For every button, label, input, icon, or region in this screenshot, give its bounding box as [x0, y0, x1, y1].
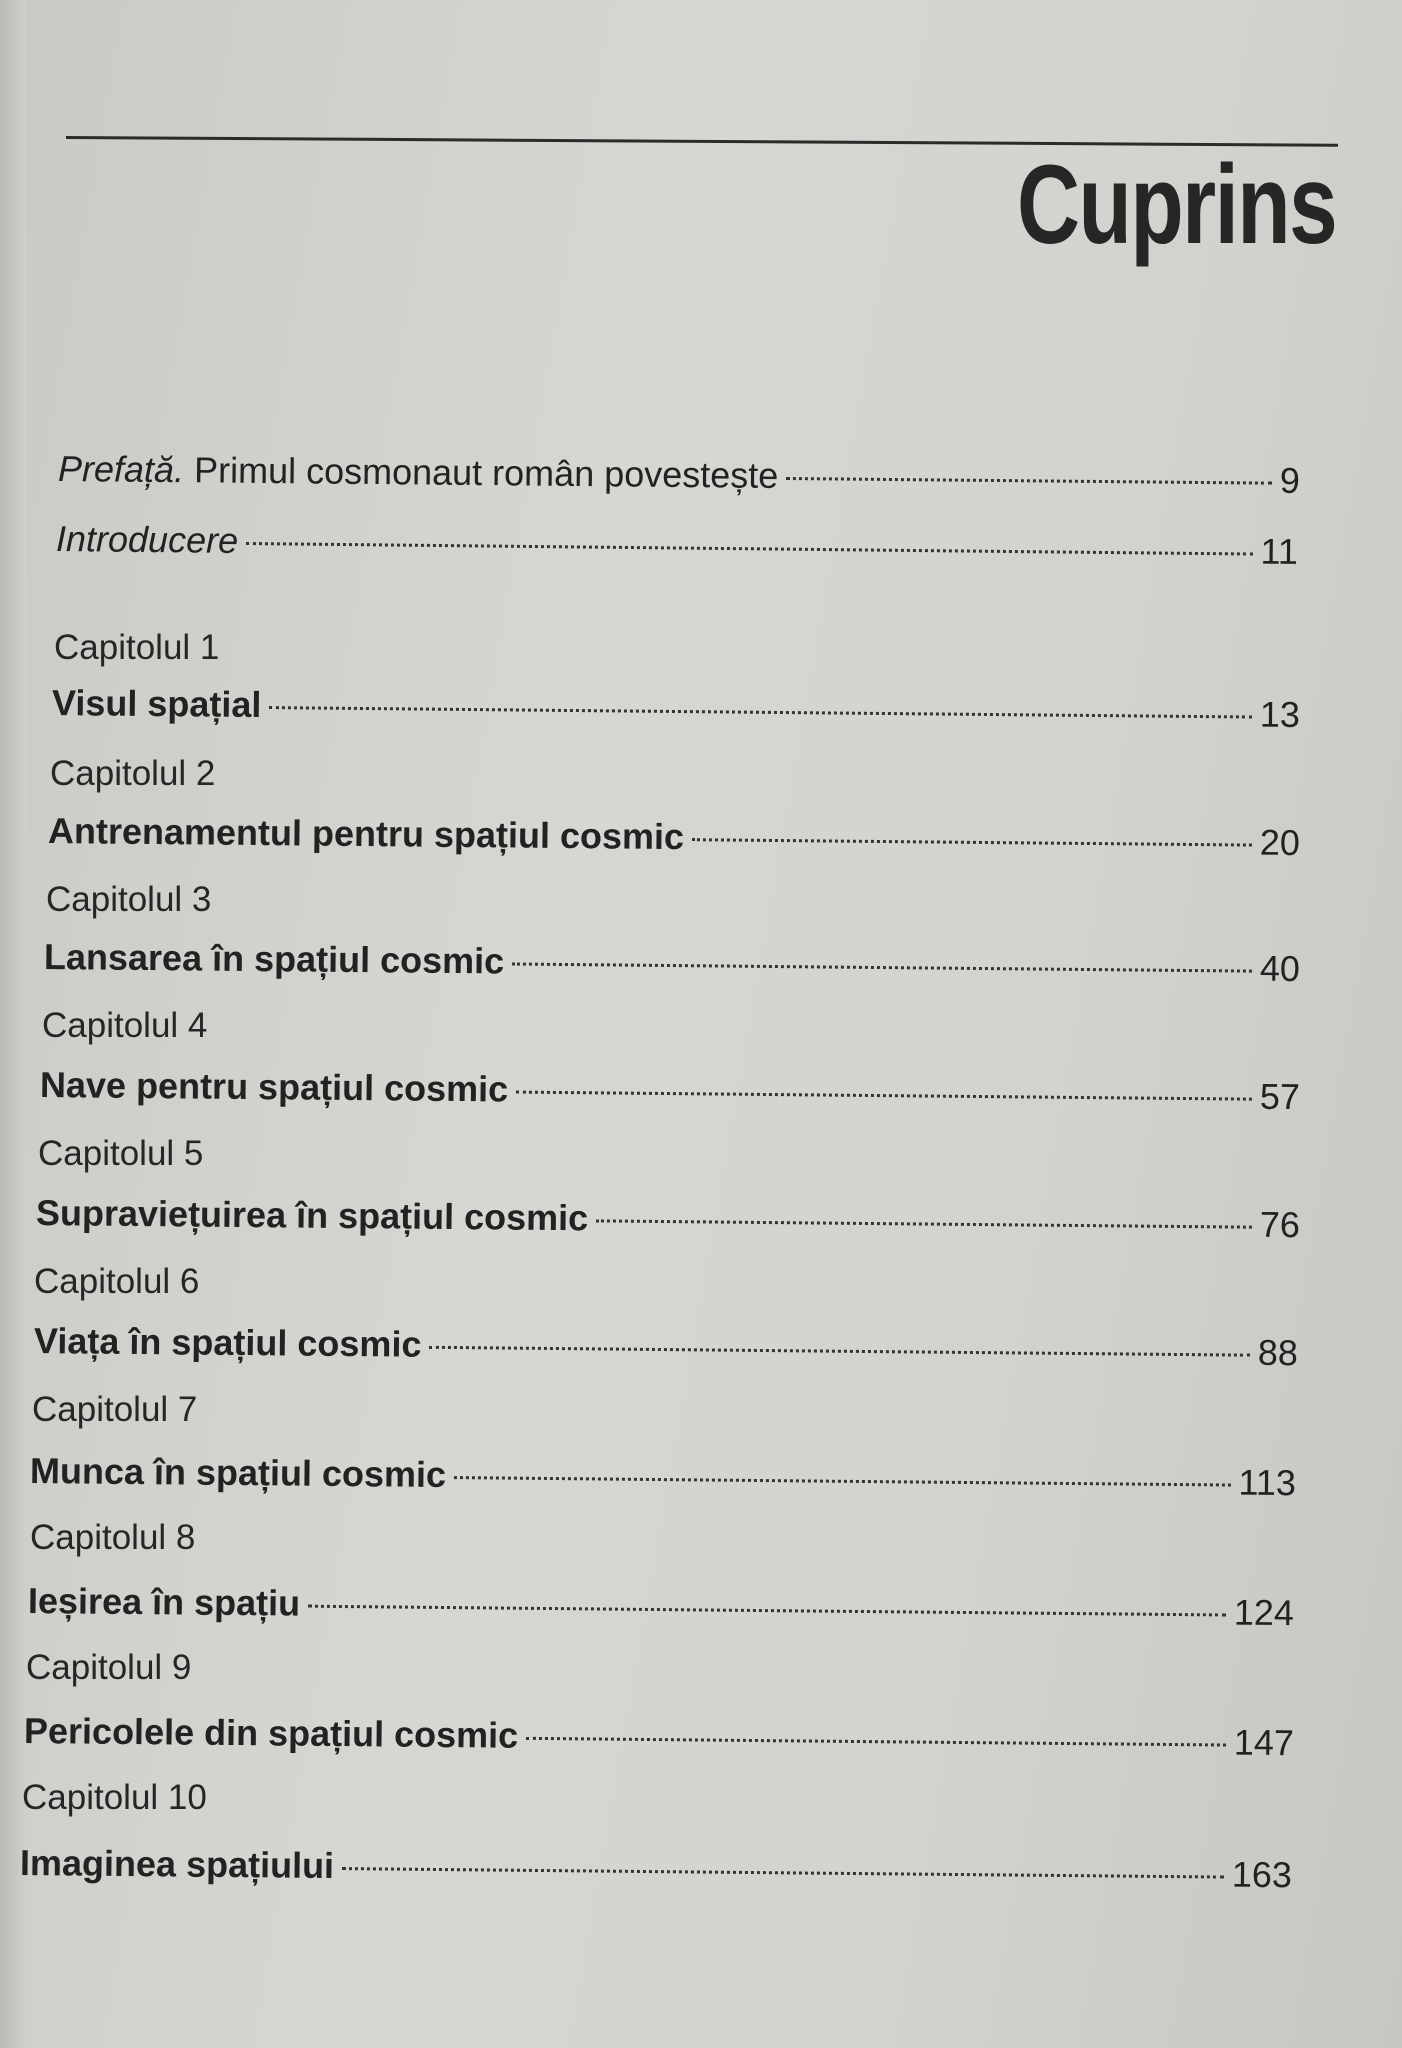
- dot-leader: [692, 838, 1252, 846]
- chapter-label: Capitolul 5: [38, 1134, 204, 1173]
- chapter-title: Visul spațial: [51, 682, 262, 726]
- page-number: 57: [1259, 1075, 1301, 1118]
- page-title: Cuprins: [1016, 142, 1336, 267]
- toc-entry-chapter-10[interactable]: [20, 1842, 1292, 1896]
- toc-entry-chapter-2[interactable]: [48, 810, 1300, 864]
- page-number: 88: [1257, 1331, 1299, 1374]
- chapter-label: Capitolul 10: [22, 1778, 207, 1817]
- dot-leader: [526, 1737, 1226, 1747]
- chapter-title: Ieșirea în spațiu: [27, 1580, 301, 1624]
- chapter-label: Capitolul 1: [54, 628, 220, 667]
- page-number: 163: [1231, 1853, 1293, 1896]
- page-number: 20: [1259, 821, 1301, 864]
- page-number: 124: [1233, 1591, 1295, 1634]
- chapter-title: Lansarea în spațiul cosmic: [43, 936, 505, 982]
- toc-entry-chapter-9[interactable]: [24, 1710, 1294, 1764]
- page-number: 113: [1238, 1461, 1297, 1504]
- chapter-label: Capitolul 2: [50, 754, 216, 793]
- toc-entry-chapter-4[interactable]: [40, 1064, 1300, 1118]
- chapter-label: Capitolul 6: [34, 1262, 200, 1301]
- toc-entry-chapter-8[interactable]: [28, 1580, 1294, 1634]
- page-number: 147: [1233, 1721, 1295, 1764]
- chapter-title: Viața în spațiul cosmic: [33, 1320, 422, 1365]
- chapter-title: Pericolele din spațiul cosmic: [23, 1710, 519, 1756]
- chapter-label: Capitolul 3: [46, 880, 212, 919]
- page-number: 40: [1259, 947, 1301, 990]
- entry-label: Prefață. Primul cosmonaut român povestește: [57, 448, 779, 496]
- toc-entry-introducere[interactable]: [56, 518, 1298, 573]
- entry-label: Introducere: [55, 518, 239, 561]
- dot-leader: [454, 1476, 1230, 1486]
- dot-leader: [269, 706, 1251, 718]
- toc-entry-chapter-3[interactable]: [44, 936, 1300, 990]
- page-number: 9: [1279, 459, 1301, 501]
- page-number: 76: [1259, 1203, 1301, 1246]
- chapter-title: Munca în spațiul cosmic: [29, 1450, 447, 1495]
- chapter-label: Capitolul 8: [30, 1518, 196, 1557]
- chapter-title: Imaginea spațiului: [19, 1842, 335, 1887]
- toc-entry-prefata[interactable]: [58, 448, 1300, 502]
- chapter-label: Capitolul 9: [26, 1648, 192, 1687]
- dot-leader: [786, 477, 1272, 485]
- chapter-title: Nave pentru spațiul cosmic: [39, 1064, 509, 1110]
- chapter-title: Supraviețuirea în spațiul cosmic: [35, 1192, 589, 1239]
- dot-leader: [516, 1091, 1252, 1101]
- chapter-label: Capitolul 7: [32, 1390, 198, 1429]
- dot-leader: [342, 1867, 1224, 1878]
- dot-leader: [308, 1605, 1226, 1617]
- dot-leader: [512, 962, 1252, 972]
- chapter-title: Antrenamentul pentru spațiul cosmic: [47, 810, 685, 858]
- toc-entry-chapter-1[interactable]: [52, 682, 1300, 736]
- toc-entry-chapter-7[interactable]: [30, 1450, 1296, 1504]
- page-number: 11: [1260, 530, 1299, 573]
- chapter-label: Capitolul 4: [42, 1006, 208, 1045]
- toc-entry-chapter-6[interactable]: [34, 1320, 1298, 1374]
- page-number: 13: [1259, 693, 1301, 735]
- dot-leader: [596, 1219, 1252, 1228]
- dot-leader: [429, 1346, 1249, 1357]
- toc-entry-chapter-5[interactable]: [36, 1192, 1300, 1246]
- dot-leader: [246, 542, 1252, 556]
